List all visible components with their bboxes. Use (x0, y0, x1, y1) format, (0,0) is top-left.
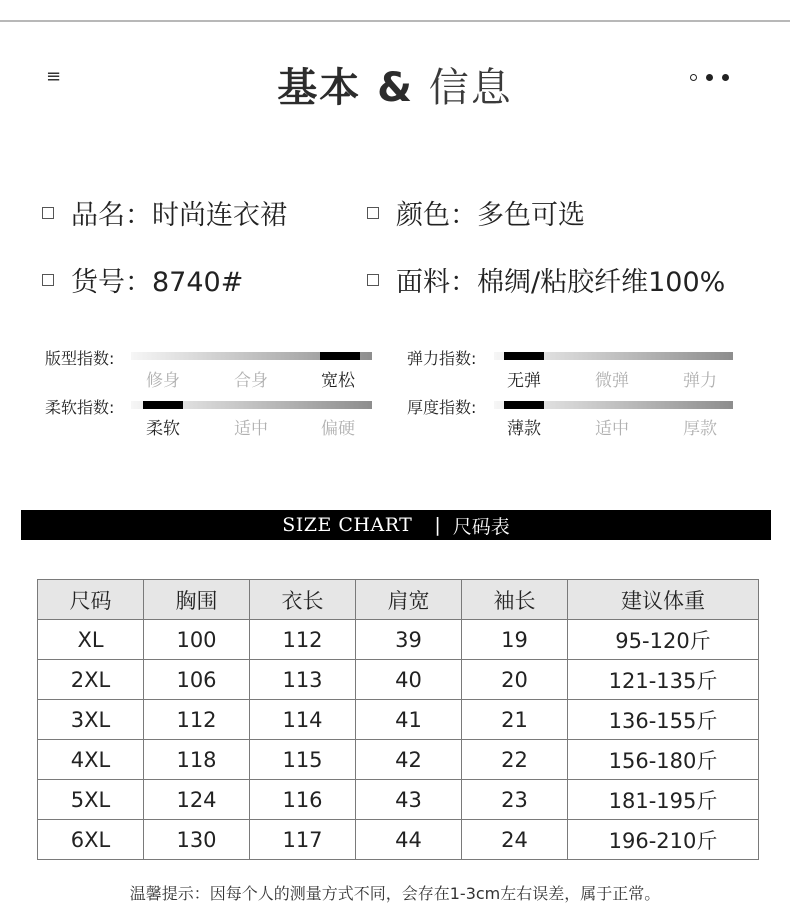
table-cell: 113 (250, 660, 356, 700)
dot-filled (722, 74, 729, 81)
info-fabric-text: 面料：棉绸/粘胶纤维100% (396, 267, 726, 298)
table-row (38, 780, 759, 820)
table-header-row (38, 580, 759, 620)
table-cell: 181-195斤 (568, 780, 759, 820)
stretch-option-selected: 无弹 (507, 371, 541, 391)
softness-option: 适中 (234, 419, 268, 439)
thickness-index-label: 厚度指数: (407, 398, 477, 417)
table-cell: 2XL (38, 660, 144, 700)
table-cell: 6XL (38, 820, 144, 860)
table-cell: 42 (356, 740, 462, 780)
table-cell: 19 (462, 620, 568, 660)
stretch-index-label: 弹力指数: (407, 349, 477, 368)
square-bullet-icon (42, 207, 54, 219)
table-cell: 41 (356, 700, 462, 740)
table-cell: 117 (250, 820, 356, 860)
square-bullet-icon (367, 274, 379, 286)
square-bullet-icon (42, 274, 54, 286)
hamburger-icon[interactable]: ≡ (46, 66, 62, 87)
stretch-option: 微弹 (595, 371, 629, 391)
table-cell: 23 (462, 780, 568, 820)
table-cell: 43 (356, 780, 462, 820)
stretch-index-marker (504, 352, 544, 360)
softness-option-selected: 柔软 (146, 419, 180, 439)
table-cell: 20 (462, 660, 568, 700)
info-item-no (42, 260, 243, 299)
table-cell: 3XL (38, 700, 144, 740)
table-cell: 5XL (38, 780, 144, 820)
table-cell: 39 (356, 620, 462, 660)
table-cell: 124 (144, 780, 250, 820)
stretch-option: 弹力 (683, 371, 717, 391)
table-cell: 4XL (38, 740, 144, 780)
table-cell: 95-120斤 (568, 620, 759, 660)
table-row (38, 820, 759, 860)
size-table (37, 579, 759, 860)
top-divider (0, 20, 790, 22)
size-chart-separator: | (434, 514, 441, 536)
softness-index-label: 柔软指数: (45, 398, 115, 417)
table-cell: 22 (462, 740, 568, 780)
table-cell: 118 (144, 740, 250, 780)
three-dots-icon[interactable] (690, 74, 729, 81)
fit-option: 修身 (146, 371, 180, 391)
thickness-index-bar (494, 401, 733, 409)
column-header: 袖长 (462, 580, 568, 620)
table-cell: 40 (356, 660, 462, 700)
column-header: 肩宽 (356, 580, 462, 620)
table-cell: 114 (250, 700, 356, 740)
table-cell: 136-155斤 (568, 700, 759, 740)
table-cell: 156-180斤 (568, 740, 759, 780)
table-row (38, 700, 759, 740)
fit-option: 合身 (234, 371, 268, 391)
table-cell: 24 (462, 820, 568, 860)
info-name-text: 品名：时尚连衣裙 (71, 200, 287, 231)
fit-index-label: 版型指数: (45, 349, 115, 368)
thickness-option: 适中 (595, 419, 629, 439)
thickness-index-marker (504, 401, 544, 409)
title-light: 信息 (428, 65, 513, 111)
info-item-no-text: 货号：8740# (71, 267, 244, 298)
info-color-text: 颜色：多色可选 (396, 200, 585, 231)
table-cell: 196-210斤 (568, 820, 759, 860)
column-header: 尺码 (38, 580, 144, 620)
softness-index-bar (131, 401, 372, 409)
table-cell: XL (38, 620, 144, 660)
fit-index-bar (131, 352, 372, 360)
table-row (38, 740, 759, 780)
page-title (0, 56, 790, 113)
fit-index-marker (320, 352, 360, 360)
table-cell: 112 (144, 700, 250, 740)
softness-option: 偏硬 (321, 419, 355, 439)
table-cell: 21 (462, 700, 568, 740)
table-cell: 112 (250, 620, 356, 660)
table-cell: 100 (144, 620, 250, 660)
info-color (367, 193, 585, 232)
table-cell: 44 (356, 820, 462, 860)
stretch-index-bar (494, 352, 733, 360)
table-cell: 106 (144, 660, 250, 700)
table-cell: 130 (144, 820, 250, 860)
table-row (38, 620, 759, 660)
title-bold: 基本 & (277, 65, 415, 111)
softness-index-marker (143, 401, 183, 409)
column-header: 衣长 (250, 580, 356, 620)
dot-hollow (690, 74, 697, 81)
table-cell: 115 (250, 740, 356, 780)
column-header: 胸围 (144, 580, 250, 620)
info-fabric (367, 260, 725, 299)
thickness-option: 厚款 (683, 419, 717, 439)
table-cell: 116 (250, 780, 356, 820)
size-chart-banner (21, 510, 771, 540)
size-chart-title-en: SIZE CHART (282, 514, 413, 536)
thickness-option-selected: 薄款 (507, 419, 541, 439)
table-row (38, 660, 759, 700)
measurement-note: 温馨提示：因每个人的测量方式不同，会存在1-3cm左右误差，属于正常。 (129, 884, 661, 903)
square-bullet-icon (367, 207, 379, 219)
column-header: 建议体重 (568, 580, 759, 620)
size-chart-title-cn: 尺码表 (452, 515, 510, 538)
table-cell: 121-135斤 (568, 660, 759, 700)
dot-filled (706, 74, 713, 81)
fit-option-selected: 宽松 (321, 371, 355, 391)
info-name (42, 193, 287, 232)
